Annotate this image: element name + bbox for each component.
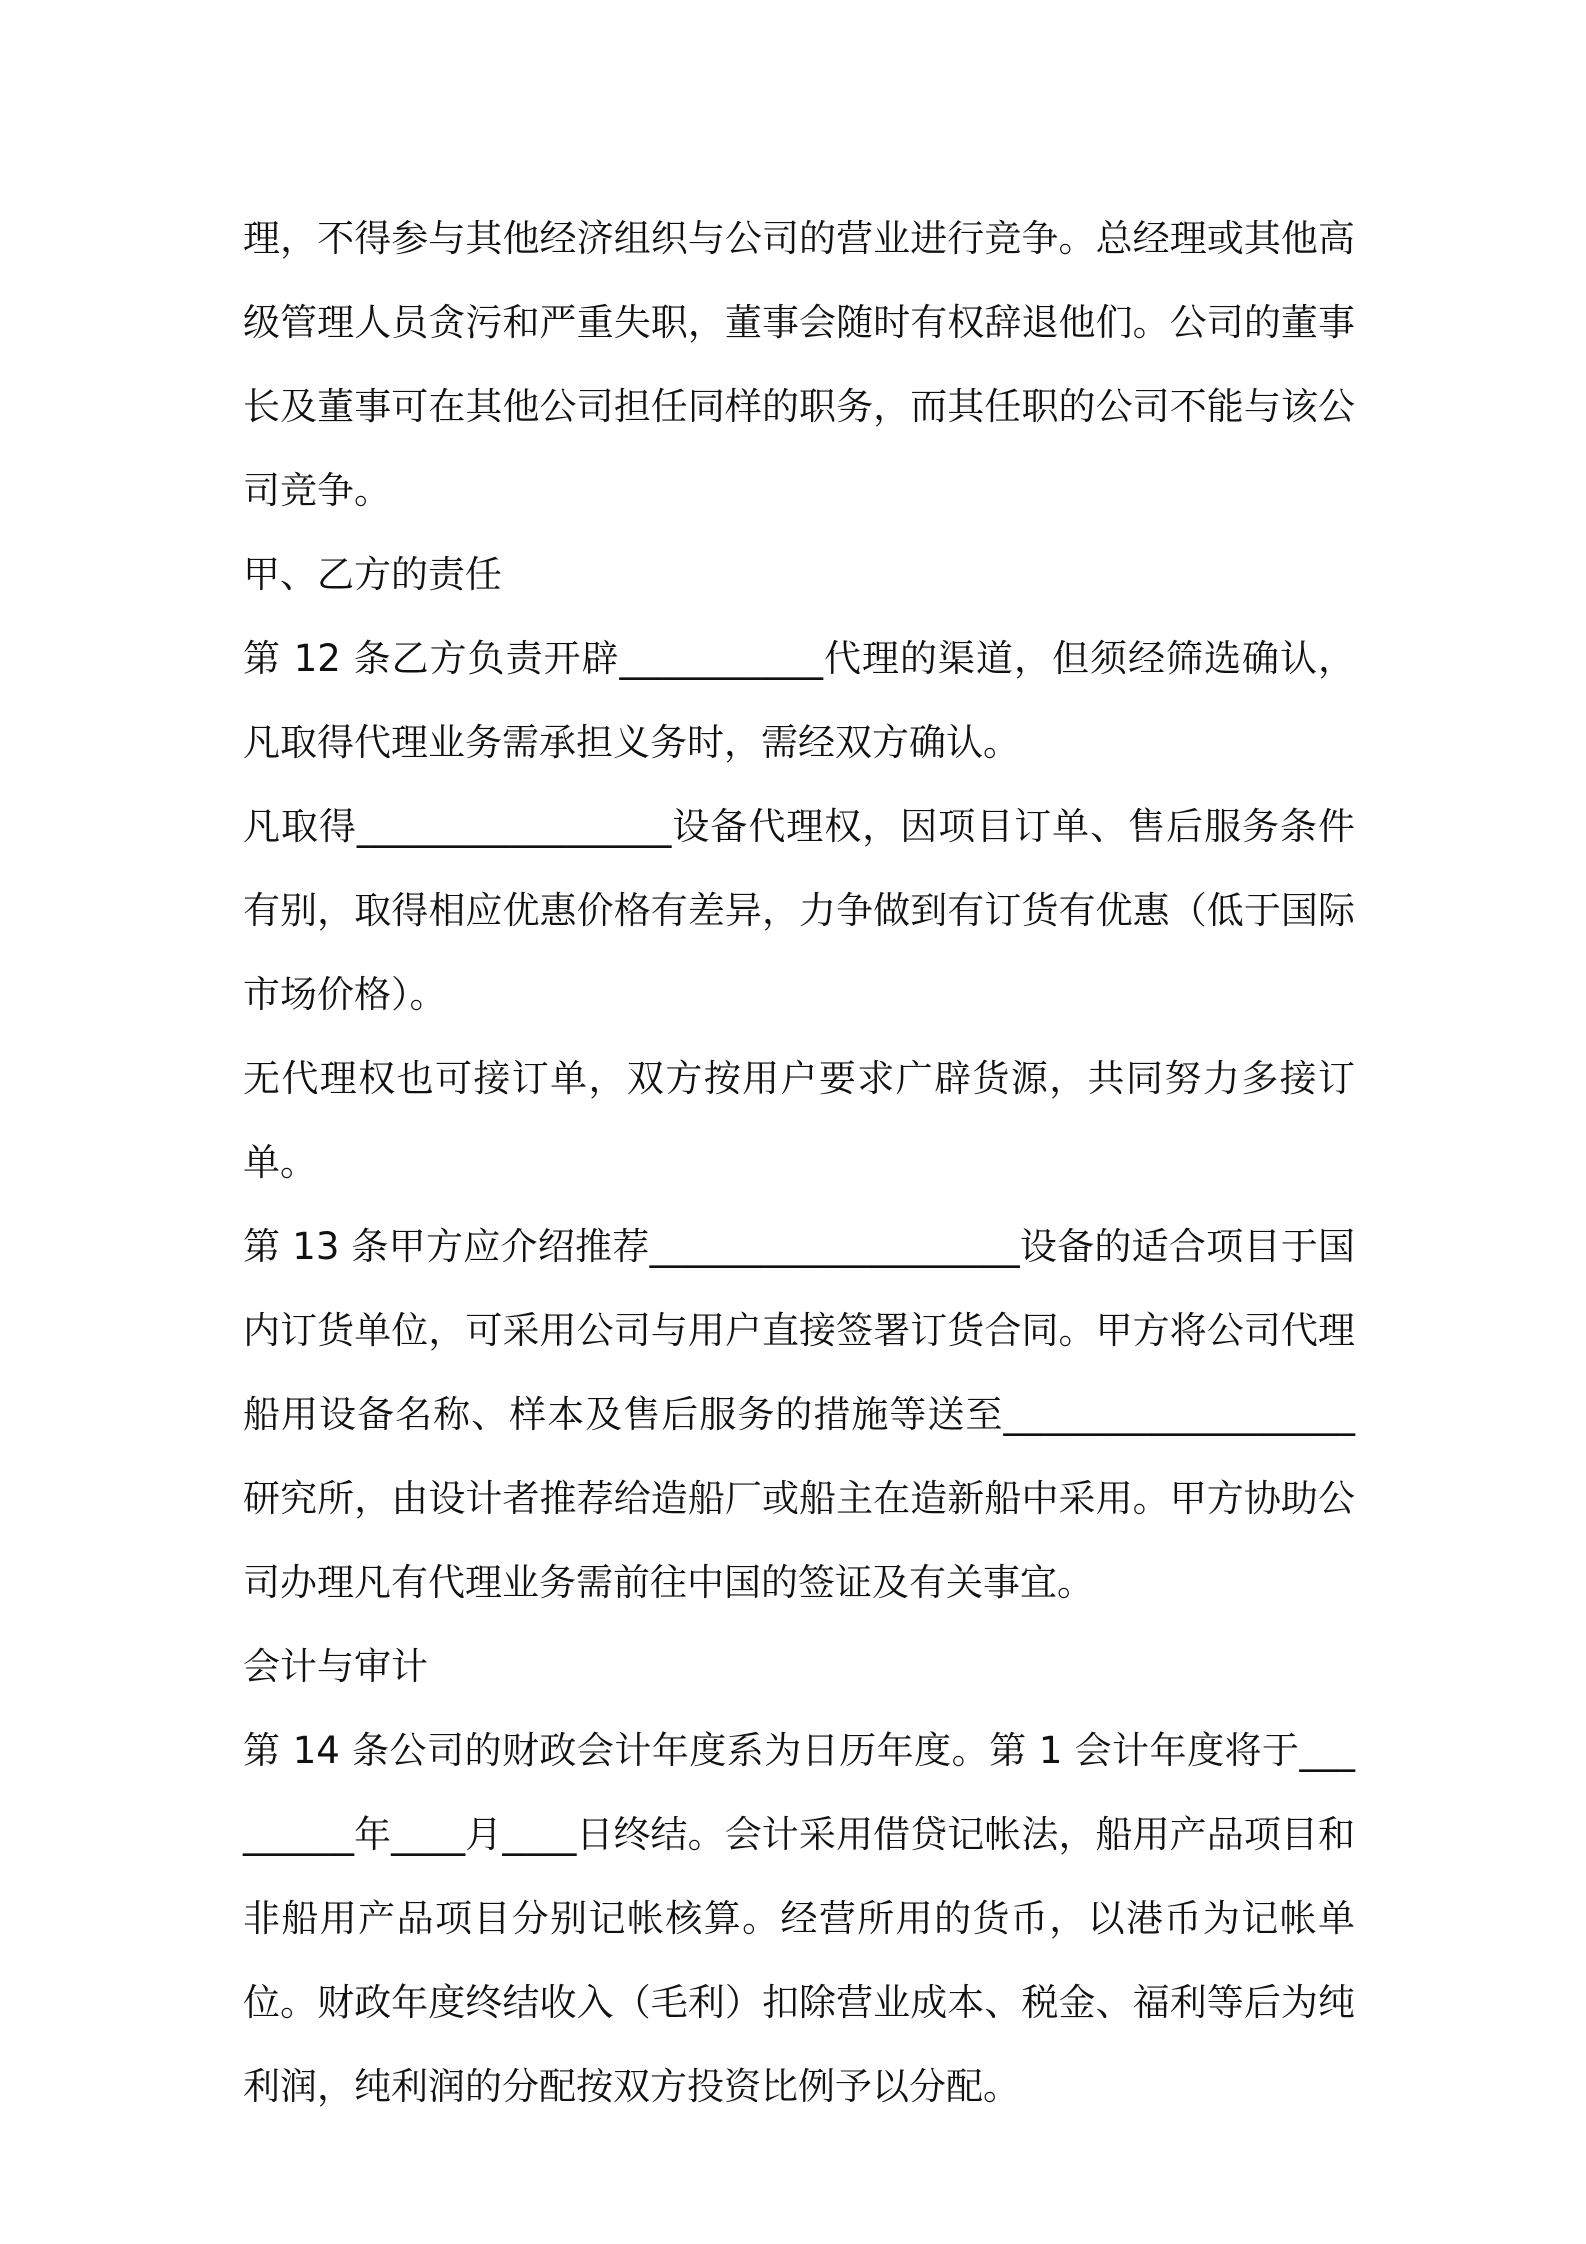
article-14: 第 14 条公司的财政会计年度系为日历年度。第 1 会计年度将于_________年____月____日终结。会计采用借贷记帐法，船用产品项目和非船用产品项目分别记帐核算。经营所用的货币，以港币为记帐单位。财政年度终结收入（毛利）扣除营业成本、税金、福利等后为纯利润，纯利润的分配按双方投资比例予以分配。 (243, 1729, 1355, 2108)
paragraph-duties-continued: 理，不得参与其他经济组织与公司的营业进行竞争。总经理或其他高级管理人员贪污和严重失职，董事会随时有权辞退他们。公司的董事长及董事可在其他公司担任同样的职务，而其任职的公司不能与该公司竞争。 (243, 217, 1355, 512)
paragraph-orders-without-agency: 无代理权也可接订单，双方按用户要求广辟货源，共同努力多接订单。 (243, 1057, 1355, 1184)
article-13: 第 13 条甲方应介绍推荐____________________设备的适合项目于国内订货单位，可采用公司与用户直接签署订货合同。甲方将公司代理船用设备名称、样本及售后服务的措施等送至___________________研究所，由设计者推荐给造船厂或船主在造新船中采用。甲方协助公司办理凡有代理业务需前往中国的签证及有关事宜。 (243, 1225, 1355, 1604)
section-heading-responsibilities: 甲、乙方的责任 (243, 553, 502, 596)
article-12: 第 12 条乙方负责开辟___________代理的渠道，但须经筛选确认，凡取得代理业务需承担义务时，需经双方确认。 (243, 637, 1355, 764)
paragraph-agency-rights: 凡取得_________________设备代理权，因项目订单、售后服务条件有别，取得相应优惠价格有差异，力争做到有订货有优惠（低于国际市场价格）。 (243, 805, 1355, 1016)
document-body (243, 197, 1355, 2129)
section-heading-accounting: 会计与审计 (243, 1645, 428, 1688)
